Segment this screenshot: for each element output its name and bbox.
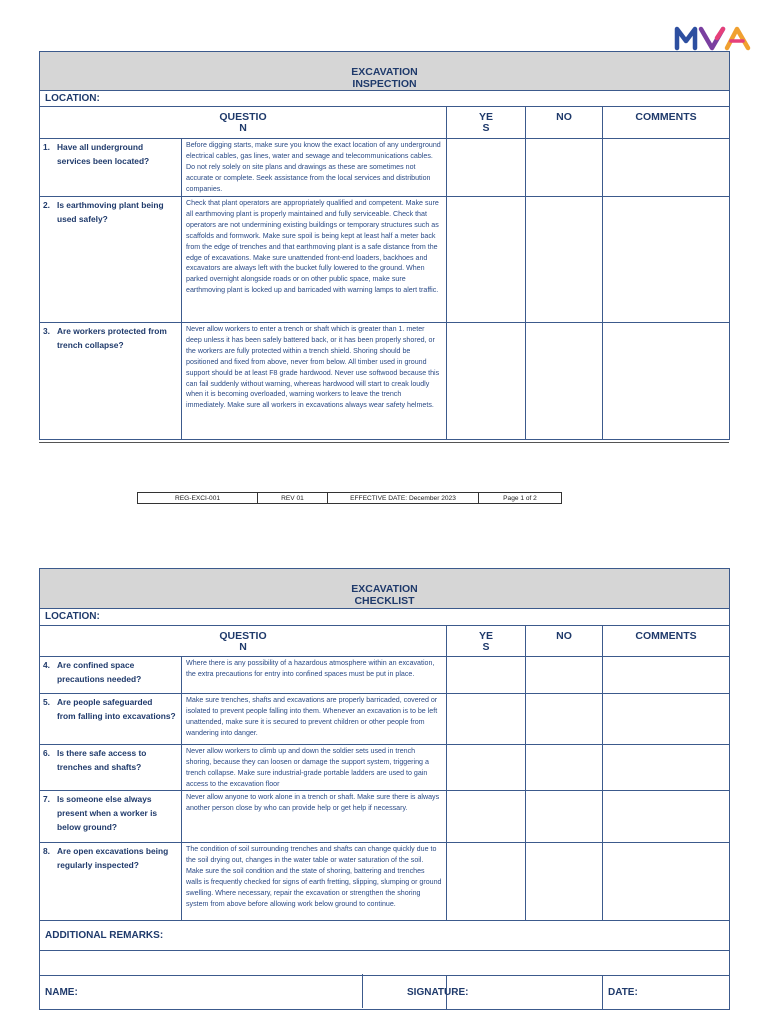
no-header: NO (526, 107, 603, 139)
page-title: EXCAVATION CHECKLIST (40, 569, 730, 609)
date-field[interactable]: DATE: (603, 976, 730, 1010)
table-row (40, 843, 730, 921)
mva-logo (674, 22, 752, 54)
question-description: Check that plant operators are appropriately qualified and competent. Make sure all earthmoving plant is properly maintained and fully serviceable. Check that operators are not undermining existing buildings or temporary structures such as scaffolds and formwork. Make sure spoil is being kept at least half a meter back from the edge of trenches and that earthmoving plant is a safe distance from the edge of excavations. Make sure unattended front-end loaders, backhoes and excavators are always left with the bucket fully lowered to the ground. When parked overnight alongside roads or on other public space, make sure earthmoving plant is locked up and barricaded with warning lamps to alert traffic. (182, 197, 447, 323)
no-cell[interactable] (526, 694, 603, 745)
comments-header: COMMENTS (603, 626, 730, 657)
revision: REV 01 (258, 493, 328, 504)
no-cell[interactable] (526, 843, 603, 921)
question-description: Where there is any possibility of a hazardous atmosphere within an excavation, the extra precautions for entry into confined spaces must be put in place. (182, 657, 447, 694)
yes-cell[interactable] (447, 323, 526, 440)
comments-cell[interactable] (603, 323, 730, 440)
yes-header: YE S (447, 626, 526, 657)
table-row (40, 694, 730, 745)
additional-remarks-field[interactable] (40, 951, 730, 976)
yes-cell[interactable] (447, 657, 526, 694)
name-field[interactable]: NAME: (40, 976, 447, 1010)
comments-cell[interactable] (603, 694, 730, 745)
question-text: 7. Is someone else always present when a worker is below ground? (40, 791, 182, 843)
page-title: EXCAVATION INSPECTION (40, 52, 730, 91)
location-field[interactable]: LOCATION: (40, 91, 730, 107)
question-text: 2. Is earthmoving plant being used safely? (40, 197, 182, 323)
question-description: Before digging starts, make sure you know the exact location of any underground electrical cables, gas lines, water and sewage and telecommunications cables. Do not rely solely on site plans and drawings as these are sometimes not accurate or complete. Seek assistance from the local services and distribution companies. (182, 139, 447, 197)
comments-cell[interactable] (603, 791, 730, 843)
page-divider (39, 442, 729, 443)
question-description: Never allow anyone to work alone in a trench or shaft. Make sure there is always another person close by who can provide help or get help if necessary. (182, 791, 447, 843)
question-description: Never allow workers to enter a trench or shaft which is greater than 1. meter deep unless it has been safely battered back, or it has been properly shored, or the workers are fully protected within a trench shield. Shoring should be positioned and fixed from above, never from below. All timber used in ground support should be at least F8 grade hardwood. Never use softwood because this can fail suddenly without warning, whereas hardwood will start to creak loudly when it is becoming overloaded, warning workers to leave the trench immediately. Make sure all workers in excavations always wear safety helmets. (182, 323, 447, 440)
signature-field[interactable]: SIGNATURE: (447, 976, 603, 1010)
question-header: QUESTIO N (40, 626, 447, 657)
page-number: Page 1 of 2 (479, 493, 562, 504)
yes-cell[interactable] (447, 139, 526, 197)
question-text: 3. Are workers protected from trench collapse? (40, 323, 182, 440)
yes-cell[interactable] (447, 197, 526, 323)
question-text: 5. Are people safeguarded from falling into excavations? (40, 694, 182, 745)
comments-header: COMMENTS (603, 107, 730, 139)
effective-date: EFFECTIVE DATE: December 2023 (328, 493, 479, 504)
checklist-form (39, 568, 730, 1010)
no-header: NO (526, 626, 603, 657)
yes-cell[interactable] (447, 791, 526, 843)
no-cell[interactable] (526, 323, 603, 440)
location-field[interactable]: LOCATION: (40, 609, 730, 626)
no-cell[interactable] (526, 197, 603, 323)
doc-code: REG-EXCI-001 (138, 493, 258, 504)
comments-cell[interactable] (603, 197, 730, 323)
table-row (40, 745, 730, 791)
comments-cell[interactable] (603, 745, 730, 791)
question-text: 8. Are open excavations being regularly inspected? (40, 843, 182, 921)
question-text: 1. Have all underground services been located? (40, 139, 182, 197)
yes-header: YE S (447, 107, 526, 139)
additional-remarks-label: ADDITIONAL REMARKS: (40, 921, 730, 951)
comments-cell[interactable] (603, 657, 730, 694)
no-cell[interactable] (526, 745, 603, 791)
no-cell[interactable] (526, 139, 603, 197)
yes-cell[interactable] (447, 694, 526, 745)
question-description: Make sure trenches, shafts and excavations are properly barricaded, covered or isolated to prevent people falling into them. Whenever an excavation is to be left unattended, make sure it is secured to prevent children or other people from wandering into danger. (182, 694, 447, 745)
no-cell[interactable] (526, 791, 603, 843)
question-header: QUESTIO N (40, 107, 447, 139)
question-description: Never allow workers to climb up and down the soldier sets used in trench shoring, because they can loosen or damage the support system, triggering a trench collapse. Make sure industrial-grade portable ladders are used to gain access to the excavation floor (182, 745, 447, 791)
document-footer (137, 492, 562, 504)
comments-cell[interactable] (603, 139, 730, 197)
inspection-form (39, 51, 730, 440)
table-row (40, 657, 730, 694)
yes-cell[interactable] (447, 745, 526, 791)
signature-divider (362, 974, 363, 1008)
table-row (40, 323, 730, 440)
question-text: 6. Is there safe access to trenches and shafts? (40, 745, 182, 791)
question-description: The condition of soil surrounding trenches and shafts can change quickly due to the soil drying out, changes in the water table or water saturation of the soil. Make sure the soil condition and the state of shoring, battering and trenches walls is frequently checked for signs of earth fretting, slipping, slumping or ground swelling. Where necessary, repair the excavation or strengthen the shoring system from above before allowing work below ground to continue. (182, 843, 447, 921)
table-row (40, 791, 730, 843)
table-row (40, 197, 730, 323)
no-cell[interactable] (526, 657, 603, 694)
table-row (40, 139, 730, 197)
comments-cell[interactable] (603, 843, 730, 921)
question-text: 4. Are confined space precautions needed? (40, 657, 182, 694)
yes-cell[interactable] (447, 843, 526, 921)
